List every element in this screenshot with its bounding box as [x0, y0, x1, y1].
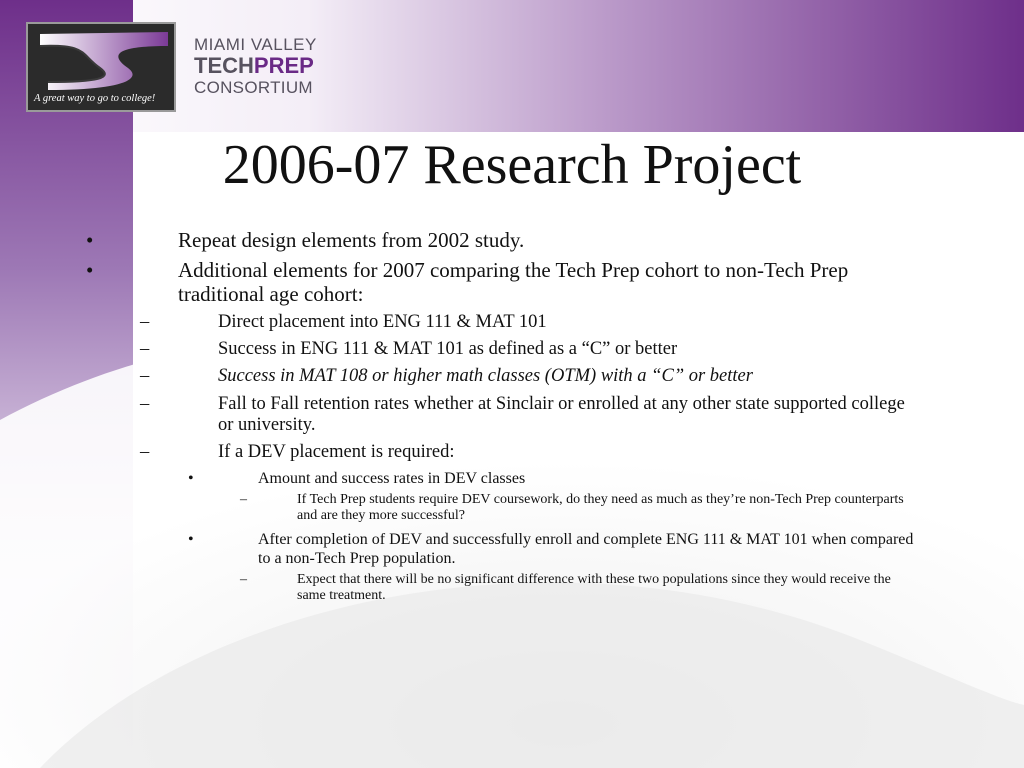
bullet-marker: •: [86, 228, 94, 252]
bullet-marker: •: [188, 470, 194, 487]
sub-bullet-item-5: [140, 442, 918, 463]
logo-wordmark: [194, 36, 317, 96]
dash-marker: –: [140, 394, 150, 414]
sub-bullet-text: Direct placement into ENG 111 & MAT 101: [218, 312, 547, 332]
dash-marker: –: [240, 492, 247, 507]
level4-item-2: [240, 572, 919, 604]
level3-item-2: [188, 530, 918, 568]
sub-bullet-text: Success in ENG 111 & MAT 101 as defined as a “C” or better: [218, 339, 678, 359]
consortium-logo: [22, 18, 334, 116]
level4-text: Expect that there will be no significant difference with these two populations since they would receive the same treatment.: [297, 572, 891, 603]
level4-item-1: [240, 492, 919, 524]
road-swoosh-icon: [28, 24, 174, 94]
level3-text: Amount and success rates in DEV classes: [258, 470, 526, 487]
sub-bullet-item-4: [140, 394, 918, 436]
dash-marker: –: [140, 312, 150, 332]
level3-item-1: [188, 469, 918, 488]
sub-bullet-text: Success in MAT 108 or higher math classes (OTM) with a “C” or better: [218, 366, 753, 386]
sub-bullet-text: If a DEV placement is required:: [218, 442, 455, 462]
logo-tech: TECH: [194, 53, 254, 78]
bullet-item-1: [86, 228, 918, 252]
dash-marker: –: [140, 366, 150, 386]
logo-prep: PREP: [253, 53, 314, 78]
sub-bullet-item-2: [140, 339, 918, 360]
slide-title: 2006-07 Research Project: [222, 134, 802, 196]
dash-marker: –: [140, 442, 150, 462]
bullet-marker: •: [86, 258, 94, 282]
sub-bullet-item-3: [140, 366, 918, 387]
dash-marker: –: [240, 572, 247, 587]
logo-line-3: CONSORTIUM: [194, 78, 313, 97]
sub-bullet-item-1: [140, 312, 918, 333]
logo-line-2: [194, 55, 317, 77]
bullet-item-2: [86, 258, 918, 306]
bullet-text: Repeat design elements from 2002 study.: [178, 228, 525, 252]
level4-text: If Tech Prep students require DEV coursework, do they need as much as they’re non-Tech Prep counterparts and are they more successful?: [297, 492, 904, 523]
dash-marker: –: [140, 339, 150, 359]
logo-tagline: A great way to go to college!: [34, 93, 156, 104]
sub-bullet-text: Fall to Fall retention rates whether at Sinclair or enrolled at any other state supported college or university.: [218, 394, 905, 435]
bullet-text: Additional elements for 2007 comparing the Tech Prep cohort to non-Tech Prep traditional age cohort:: [178, 258, 849, 306]
level3-text: After completion of DEV and successfully enroll and complete ENG 111 & MAT 101 when compared to a non-Tech Prep population.: [258, 531, 914, 567]
logo-emblem: [26, 22, 176, 112]
logo-line-1: MIAMI VALLEY: [194, 35, 317, 54]
bullet-marker: •: [188, 531, 194, 548]
